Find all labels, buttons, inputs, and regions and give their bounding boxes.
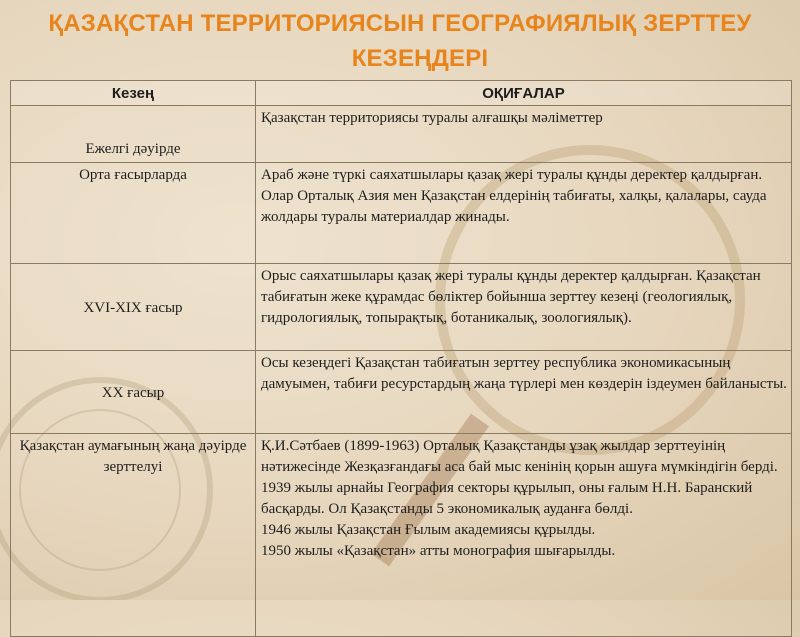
table-row	[11, 163, 792, 264]
table-row	[11, 351, 792, 434]
period-cell: XVI-XIX ғасыр	[11, 264, 256, 351]
table-header-row	[11, 81, 792, 106]
event-cell	[256, 351, 792, 434]
event-text: Қ.И.Сәтбаев (1899-1963) Орталық Қазақстанды ұзақ жылдар зерттеуінің нәтижесінде Жезқазғандағы аса бай мыс кенінің қорын ашуға мүмкіндігін берді.	[261, 438, 778, 475]
event-text: Осы кезеңдегі Қазақстан табиғатын зерттеу республика экономикасының дамуымен, табиғи ресурстардың жаңа түрлері мен көздерін іздеумен байланысты.	[261, 355, 787, 392]
event-text: Араб және түркі саяхатшылары қазақ жері туралы құнды деректер қалдырған. Олар Орталық Азия мен Қазақстан елдерінің табиғаты, халқы, қалалары, сауда жолдары туралы материалдар жинады.	[261, 167, 767, 225]
slide-title	[0, 6, 800, 76]
title-line-2: КЕЗЕҢДЕРІ	[351, 45, 489, 72]
table-row	[11, 264, 792, 351]
period-cell: Ежелгі дәуірде	[11, 106, 256, 163]
event-text: 1950 жылы «Қазақстан» атты монография шығарылды.	[261, 543, 616, 559]
event-text: Орыс саяхатшылары қазақ жері туралы құнды деректер қалдырған. Қазақстан табиғатын жеке құрамдас бөліктер бойынша зерттеу кезеңі (геологиялық, гидрологиялық, топырақтық, ботаникалық, зоологиялық).	[261, 268, 761, 326]
event-cell	[256, 264, 792, 351]
event-text: 1946 жылы Қазақстан Ғылым академиясы құрылды.	[261, 522, 596, 538]
event-text: Қазақстан территориясы туралы алғашқы мәліметтер	[261, 110, 603, 126]
event-cell	[256, 106, 792, 163]
periods-table	[10, 80, 792, 637]
header-period: Кезең	[11, 81, 256, 106]
period-cell: XX ғасыр	[11, 351, 256, 434]
table-row	[11, 106, 792, 163]
header-events: ОҚИҒАЛАР	[256, 81, 792, 106]
event-cell	[256, 163, 792, 264]
period-cell: Қазақстан аумағының жаңа дәуірде зерттелуі	[11, 434, 256, 637]
event-text: 1939 жылы арнайы География секторы құрылып, оны ғалым Н.Н. Баранский басқарды. Ол Қазақстанды 5 экономикалық ауданға бөлді.	[261, 480, 753, 517]
event-cell	[256, 434, 792, 637]
period-cell: Орта ғасырларда	[11, 163, 256, 264]
table-row	[11, 434, 792, 637]
title-line-1: ҚАЗАҚСТАН ТЕРРИТОРИЯСЫН ГЕОГРАФИЯЛЫҚ ЗЕРТТЕУ	[48, 10, 752, 37]
